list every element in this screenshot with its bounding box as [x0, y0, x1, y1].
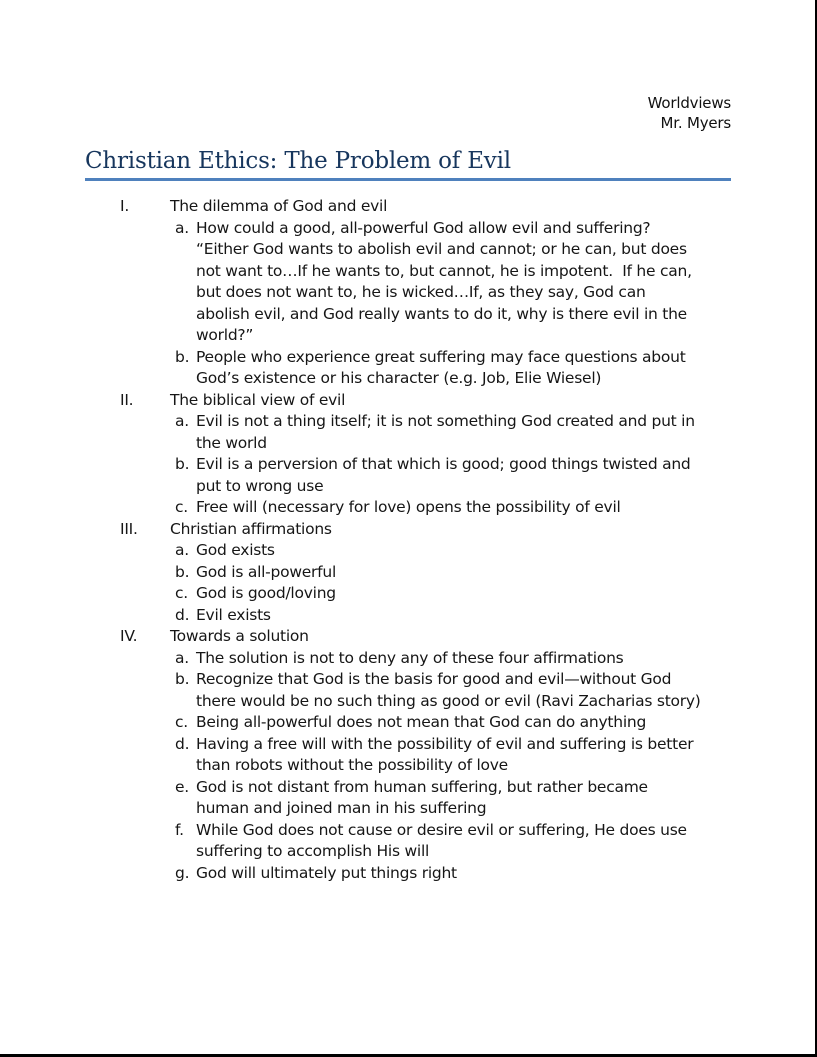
item-text — [196, 605, 271, 627]
outline-item-row — [85, 497, 735, 519]
item-text-line: world?” — [196, 326, 254, 344]
outline-section-row — [85, 626, 735, 648]
item-text — [196, 454, 691, 497]
item-letter: b. — [175, 670, 190, 688]
item-text-line: “Either God wants to abolish evil and cannot; or he can, but does — [196, 240, 687, 258]
item-text — [196, 583, 336, 605]
outline-section-row — [85, 519, 735, 541]
item-text — [196, 669, 701, 712]
item-text — [196, 712, 646, 734]
item-text-line: While God does not cause or desire evil or suffering, He does use — [196, 820, 687, 839]
item-letter: e. — [175, 777, 189, 796]
item-text-line: Free will (necessary for love) opens the possibility of evil — [196, 498, 621, 516]
item-letter: g. — [175, 863, 190, 882]
item-text-line: God is all-powerful — [196, 562, 337, 581]
item-letter: b. — [175, 455, 190, 473]
section-numeral: I. — [120, 197, 129, 215]
item-letter: a. — [175, 218, 189, 237]
item-text-line: God is not distant from human suffering, but rather became — [196, 777, 648, 796]
item-letter: a. — [175, 541, 189, 559]
item-text — [196, 540, 275, 562]
outline-item-row — [85, 863, 735, 885]
outline-item-row — [85, 777, 735, 820]
section-numeral: IV. — [120, 627, 138, 645]
header-course-label: Worldviews — [647, 94, 731, 112]
item-text-line: How could a good, all-powerful God allow evil and suffering? — [196, 218, 651, 237]
item-text-line: Being all-powerful does not mean that God can do anything — [196, 713, 647, 731]
item-text-line: God’s existence or his character (e.g. Job, Elie Wiesel) — [196, 369, 602, 387]
outline-list — [85, 196, 735, 884]
item-letter: b. — [175, 562, 190, 581]
item-letter: b. — [175, 347, 190, 366]
item-text-line: put to wrong use — [196, 476, 324, 495]
item-text-line: People who experience great suffering may face questions about — [196, 347, 686, 366]
item-text-line: than robots without the possibility of love — [196, 756, 508, 774]
section-heading: Christian affirmations — [170, 519, 332, 538]
item-text-line: human and joined man in his suffering — [196, 799, 487, 817]
item-text — [196, 411, 695, 454]
item-text-line: Evil is a perversion of that which is good; good things twisted and — [196, 455, 691, 473]
item-text-line: Recognize that God is the basis for good and evil—without God — [196, 670, 672, 688]
item-letter: d. — [175, 605, 190, 624]
item-letter: c. — [175, 713, 188, 731]
outline-item-row — [85, 347, 735, 390]
section-heading: Towards a solution — [170, 627, 309, 645]
item-text-line: Evil exists — [196, 605, 271, 624]
item-letter: c. — [175, 498, 188, 516]
document-header — [648, 94, 731, 133]
outline-item-row — [85, 648, 735, 670]
item-text-line: there would be no such thing as good or evil (Ravi Zacharias story) — [196, 691, 701, 710]
section-numeral: III. — [120, 519, 138, 538]
item-text — [196, 562, 336, 584]
outline-item-row — [85, 669, 735, 712]
section-heading: The dilemma of God and evil — [170, 197, 388, 215]
outline-section-row — [85, 390, 735, 412]
outline-item-row — [85, 712, 735, 734]
item-text — [196, 820, 687, 863]
document-title: Christian Ethics: The Problem of Evil — [85, 148, 511, 174]
outline-section-row — [85, 196, 735, 218]
outline-item-row — [85, 540, 735, 562]
outline-item-row — [85, 562, 735, 584]
item-letter: d. — [175, 734, 190, 753]
item-text-line: Evil is not a thing itself; it is not something God created and put in — [196, 412, 695, 430]
item-text-line: God exists — [196, 541, 275, 559]
item-text-line: but does not want to, he is wicked…If, as they say, God can — [196, 283, 646, 301]
outline-item-row — [85, 734, 735, 777]
outline-item-row — [85, 605, 735, 627]
item-letter: a. — [175, 412, 189, 430]
outline-item-row — [85, 820, 735, 863]
item-text — [196, 863, 457, 885]
item-text — [196, 497, 621, 519]
item-text — [196, 734, 693, 777]
title-underline-rule — [85, 178, 731, 181]
item-text-line: The solution is not to deny any of these four affirmations — [196, 648, 624, 667]
item-text-line: abolish evil, and God really wants to do it, why is there evil in the — [196, 304, 687, 323]
outline-item-row — [85, 583, 735, 605]
item-text-line: suffering to accomplish His will — [196, 842, 430, 860]
item-text — [196, 347, 686, 390]
item-text-line: the world — [196, 433, 267, 452]
item-text-line: Having a free will with the possibility of evil and suffering is better — [196, 734, 694, 753]
item-text-line: God will ultimately put things right — [196, 863, 457, 882]
item-text — [196, 648, 623, 670]
outline-item-row — [85, 411, 735, 454]
item-text-line: God is good/loving — [196, 584, 336, 602]
item-text-line: not want to…If he wants to, but cannot, he is impotent. If he can, — [196, 261, 692, 280]
outline-item-row — [85, 454, 735, 497]
section-numeral: II. — [120, 390, 134, 409]
item-text — [196, 218, 692, 347]
item-letter: f. — [175, 820, 184, 839]
item-letter: c. — [175, 584, 188, 602]
item-text — [196, 777, 648, 820]
item-letter: a. — [175, 648, 189, 667]
section-heading: The biblical view of evil — [170, 390, 346, 409]
header-teacher-label: Mr. Myers — [660, 113, 731, 132]
outline-item-row — [85, 218, 735, 347]
